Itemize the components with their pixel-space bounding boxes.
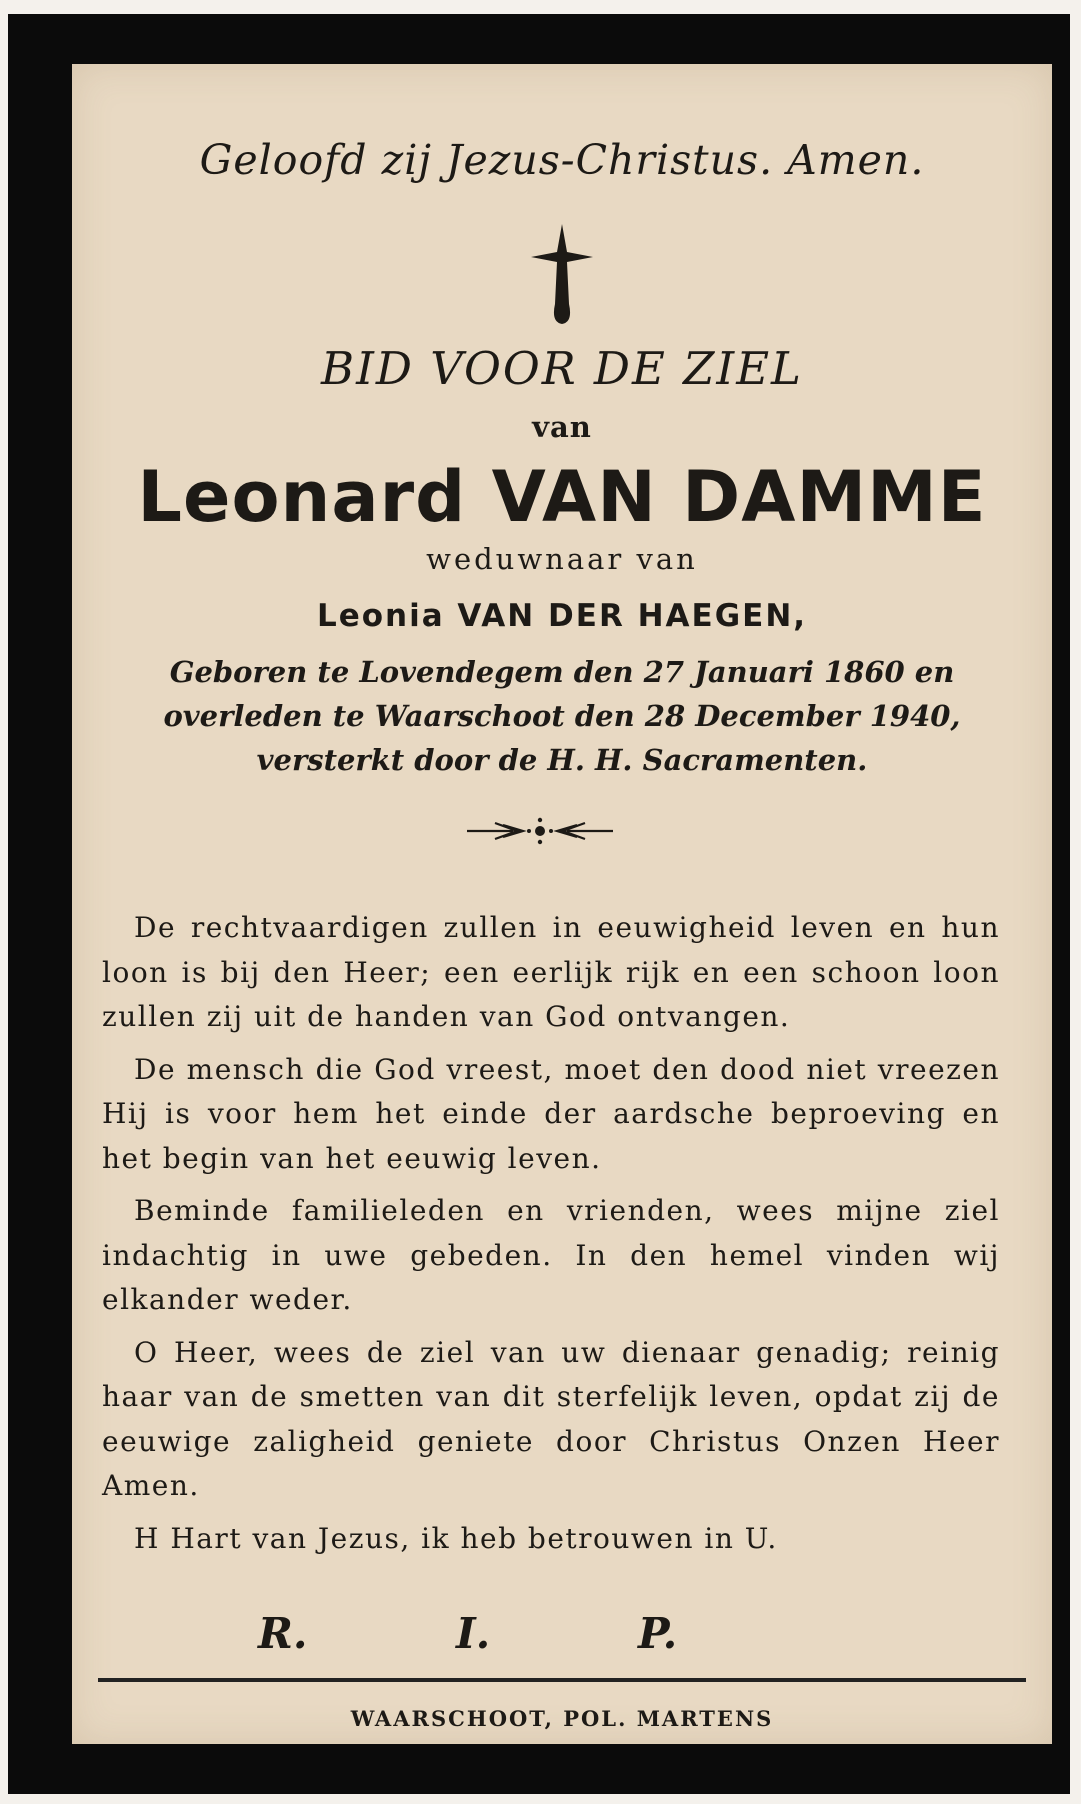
life-details [102, 650, 1022, 782]
rip-p: P. [638, 1609, 678, 1658]
prayer-paragraph: Beminde familieleden en vrienden, wees mijne ziel indachtig in uwe gebeden. In den hemel vinden wij elkander weder. [102, 1194, 1000, 1316]
memorial-card [72, 64, 1052, 1744]
deceased-name: Leonard VAN DAMME [137, 456, 987, 538]
greeting: Geloofd zij Jezus-Christus. Amen. [199, 136, 925, 184]
prayer-heading: BID VOOR DE ZIEL [321, 342, 803, 395]
sacraments-line: versterkt door de H. H. Sacramenten. [256, 743, 868, 777]
ornament-icon [465, 816, 615, 846]
cross-icon [527, 222, 597, 327]
death-line: overleden te Waarschoot den 28 December 1940, [163, 699, 961, 733]
rip-i: I. [456, 1609, 491, 1658]
prayer-paragraph: H Hart van Jezus, ik heb betrouwen in U. [134, 1521, 778, 1555]
van-label: van [532, 410, 592, 444]
prayer-paragraph: O Heer, wees de ziel van uw dienaar genadig; reinig haar van de smetten van dit sterfelijk leven, opdat zij de eeuwige zaligheid geniete door Christus Onzen Heer Amen. [102, 1335, 1000, 1502]
relation-label: weduwnaar van [426, 542, 698, 576]
prayer-paragraph: De mensch die God vreest, moet den dood niet vreezen Hij is voor hem het einde der aardsche beproeving en het begin van het eeuwig leven. [102, 1052, 1000, 1175]
prayer-paragraph: De rechtvaardigen zullen in eeuwigheid leven en hun loon is bij den Heer; een eerlijk rijk en een schoon loon zullen zij uit de handen van God ontvangen. [102, 911, 1000, 1033]
mourning-border [8, 14, 1070, 1794]
rip-r: R. [258, 1609, 308, 1658]
prayer-texts [102, 906, 1000, 1569]
divider-line [98, 1678, 1026, 1682]
spouse-name: Leonia VAN DER HAEGEN, [316, 598, 808, 634]
printer-credit: WAARSCHOOT, POL. MARTENS [350, 1706, 774, 1731]
birth-line: Geboren te Lovendegem den 27 Januari 1860 en [169, 655, 955, 689]
